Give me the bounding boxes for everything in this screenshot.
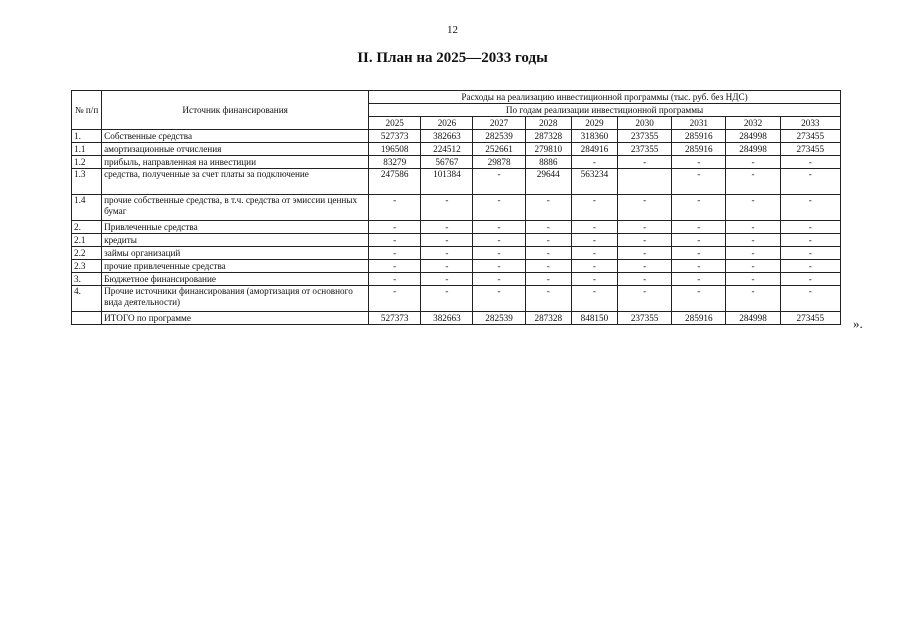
value-cell: - <box>672 221 726 234</box>
source-name: прочие собственные средства, в т.ч. средства от эмиссии ценных бумаг <box>102 195 369 221</box>
table-row <box>72 247 841 260</box>
row-number: 1. <box>72 130 102 143</box>
row-number: 4. <box>72 286 102 312</box>
value-cell: - <box>672 273 726 286</box>
source-name: средства, полученные за счет платы за подключение <box>102 169 369 195</box>
value-cell: - <box>369 195 421 221</box>
row-number: 1.4 <box>72 195 102 221</box>
value-cell: - <box>473 260 525 273</box>
value-cell: - <box>780 260 840 273</box>
value-cell: 285916 <box>672 130 726 143</box>
value-cell: - <box>672 169 726 195</box>
value-cell: - <box>421 195 473 221</box>
table-row <box>72 234 841 247</box>
value-cell: 284998 <box>726 312 780 325</box>
table-row <box>72 221 841 234</box>
value-cell: 284916 <box>571 143 617 156</box>
value-cell: - <box>726 156 780 169</box>
value-cell: - <box>473 234 525 247</box>
row-number <box>72 312 102 325</box>
year-header-2026: 2026 <box>421 117 473 130</box>
row-number: 2.3 <box>72 260 102 273</box>
row-number: 2.1 <box>72 234 102 247</box>
value-cell: - <box>421 260 473 273</box>
value-cell: - <box>525 247 571 260</box>
value-cell: - <box>780 247 840 260</box>
value-cell: - <box>618 273 672 286</box>
value-cell: 279810 <box>525 143 571 156</box>
value-cell: - <box>726 260 780 273</box>
closing-quote: ». <box>853 316 863 331</box>
source-name: ИТОГО по программе <box>102 312 369 325</box>
value-cell: - <box>618 195 672 221</box>
value-cell: - <box>618 286 672 312</box>
value-cell: 282539 <box>473 312 525 325</box>
source-name: Бюджетное финансирование <box>102 273 369 286</box>
value-cell: 247586 <box>369 169 421 195</box>
table-row <box>72 156 841 169</box>
value-cell: 848150 <box>571 312 617 325</box>
value-cell: - <box>525 260 571 273</box>
value-cell: 382663 <box>421 312 473 325</box>
year-header-2027: 2027 <box>473 117 525 130</box>
value-cell: - <box>726 247 780 260</box>
value-cell: 284998 <box>726 143 780 156</box>
row-number: 2. <box>72 221 102 234</box>
value-cell: 101384 <box>421 169 473 195</box>
table-row <box>72 130 841 143</box>
row-number: 3. <box>72 273 102 286</box>
table-row <box>72 273 841 286</box>
value-cell: 196508 <box>369 143 421 156</box>
value-cell: - <box>525 195 571 221</box>
value-cell: 287328 <box>525 312 571 325</box>
source-name: амортизационные отчисления <box>102 143 369 156</box>
year-header-2033: 2033 <box>780 117 840 130</box>
value-cell: 563234 <box>571 169 617 195</box>
value-cell: - <box>780 273 840 286</box>
expenses-header: Расходы на реализацию инвестиционной программы (тыс. руб. без НДС) <box>369 91 841 104</box>
value-cell: - <box>473 169 525 195</box>
table-row <box>72 260 841 273</box>
value-cell: - <box>780 156 840 169</box>
value-cell: - <box>473 247 525 260</box>
value-cell: - <box>421 234 473 247</box>
value-cell: - <box>780 286 840 312</box>
value-cell: - <box>421 286 473 312</box>
year-header-2028: 2028 <box>525 117 571 130</box>
value-cell: - <box>672 247 726 260</box>
source-name: Привлеченные средства <box>102 221 369 234</box>
value-cell: 284998 <box>726 130 780 143</box>
value-cell: - <box>369 260 421 273</box>
row-number: 1.3 <box>72 169 102 195</box>
value-cell: - <box>421 273 473 286</box>
value-cell: - <box>473 195 525 221</box>
value-cell: - <box>780 195 840 221</box>
value-cell: - <box>780 234 840 247</box>
col-header-source: Источник финансирования <box>102 91 369 130</box>
value-cell: 56767 <box>421 156 473 169</box>
value-cell: - <box>618 247 672 260</box>
value-cell: - <box>618 156 672 169</box>
source-name: Собственные средства <box>102 130 369 143</box>
value-cell: - <box>571 273 617 286</box>
value-cell: - <box>618 221 672 234</box>
value-cell: - <box>369 234 421 247</box>
value-cell: - <box>726 169 780 195</box>
source-name: прибыль, направленная на инвестиции <box>102 156 369 169</box>
value-cell: 83279 <box>369 156 421 169</box>
col-header-no: № п/п <box>72 91 102 130</box>
value-cell: - <box>726 221 780 234</box>
year-header-2029: 2029 <box>571 117 617 130</box>
value-cell: - <box>473 273 525 286</box>
value-cell: - <box>780 169 840 195</box>
value-cell: - <box>672 156 726 169</box>
year-header-2031: 2031 <box>672 117 726 130</box>
value-cell: 237355 <box>618 312 672 325</box>
value-cell: - <box>369 221 421 234</box>
value-cell: - <box>525 286 571 312</box>
value-cell: - <box>571 247 617 260</box>
page-title: II. План на 2025—2033 годы <box>357 50 548 66</box>
row-number: 2.2 <box>72 247 102 260</box>
value-cell: - <box>571 234 617 247</box>
value-cell: 8886 <box>525 156 571 169</box>
value-cell: 287328 <box>525 130 571 143</box>
table-row <box>72 312 841 325</box>
value-cell: 29878 <box>473 156 525 169</box>
year-header-2025: 2025 <box>369 117 421 130</box>
value-cell: 273455 <box>780 130 840 143</box>
value-cell: - <box>618 234 672 247</box>
value-cell <box>618 169 672 195</box>
source-name: прочие привлеченные средства <box>102 260 369 273</box>
value-cell: 252661 <box>473 143 525 156</box>
value-cell: - <box>525 234 571 247</box>
value-cell: - <box>672 260 726 273</box>
value-cell: - <box>525 221 571 234</box>
value-cell: - <box>672 195 726 221</box>
value-cell: - <box>571 260 617 273</box>
value-cell: - <box>421 221 473 234</box>
value-cell: - <box>571 156 617 169</box>
value-cell: 285916 <box>672 143 726 156</box>
value-cell: 29644 <box>525 169 571 195</box>
year-header-2032: 2032 <box>726 117 780 130</box>
value-cell: 237355 <box>618 143 672 156</box>
value-cell: - <box>726 286 780 312</box>
value-cell: 285916 <box>672 312 726 325</box>
financing-table <box>71 90 841 325</box>
value-cell: 224512 <box>421 143 473 156</box>
value-cell: - <box>525 273 571 286</box>
source-name: Прочие источники финансирования (амортизация от основного вида деятельности) <box>102 286 369 312</box>
page-number: 12 <box>447 24 458 36</box>
value-cell: - <box>421 247 473 260</box>
value-cell: 318360 <box>571 130 617 143</box>
row-number: 1.2 <box>72 156 102 169</box>
value-cell: - <box>473 286 525 312</box>
value-cell: - <box>571 286 617 312</box>
table-row <box>72 169 841 195</box>
value-cell: - <box>726 273 780 286</box>
years-header: По годам реализации инвестиционной программы <box>369 104 841 117</box>
value-cell: - <box>369 247 421 260</box>
table-row <box>72 286 841 312</box>
value-cell: 382663 <box>421 130 473 143</box>
value-cell: - <box>571 195 617 221</box>
source-name: займы организаций <box>102 247 369 260</box>
value-cell: 527373 <box>369 130 421 143</box>
value-cell: - <box>618 260 672 273</box>
value-cell: - <box>726 195 780 221</box>
value-cell: - <box>726 234 780 247</box>
table-row <box>72 195 841 221</box>
value-cell: 273455 <box>780 143 840 156</box>
value-cell: - <box>369 273 421 286</box>
value-cell: - <box>571 221 617 234</box>
table-row <box>72 143 841 156</box>
value-cell: 273455 <box>780 312 840 325</box>
value-cell: 527373 <box>369 312 421 325</box>
value-cell: 282539 <box>473 130 525 143</box>
value-cell: - <box>473 221 525 234</box>
value-cell: 237355 <box>618 130 672 143</box>
value-cell: - <box>672 234 726 247</box>
value-cell: - <box>369 286 421 312</box>
year-header-2030: 2030 <box>618 117 672 130</box>
source-name: кредиты <box>102 234 369 247</box>
value-cell: - <box>780 221 840 234</box>
row-number: 1.1 <box>72 143 102 156</box>
value-cell: - <box>672 286 726 312</box>
